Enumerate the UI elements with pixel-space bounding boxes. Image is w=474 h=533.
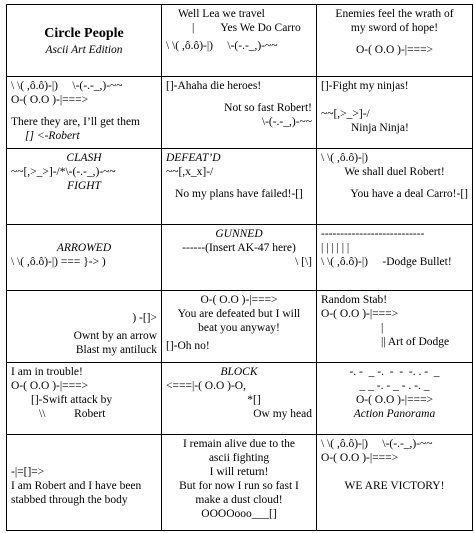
- comic-sheet: [6, 4, 472, 530]
- panel-text: Not so fast Robert!: [224, 102, 312, 114]
- panel-text: ARROWED: [56, 242, 112, 254]
- panel-16: [162, 363, 317, 435]
- ascii-art: O-( O.O )-|===>: [321, 452, 399, 464]
- panel-text: Ow my head: [253, 408, 312, 420]
- grid-row: [7, 5, 473, 77]
- panel-5: [317, 77, 473, 149]
- panel-text: WE ARE VICTORY!: [344, 480, 445, 492]
- panel-text: stabbed through the body: [11, 494, 128, 506]
- panel-text: Blast my antiluck: [75, 344, 157, 356]
- panel-20: [317, 435, 473, 531]
- comic-subtitle: Ascii Art Edition: [45, 44, 123, 56]
- panel-text: DEFEAT’D: [166, 152, 221, 164]
- title-panel: [7, 5, 162, 77]
- panel-7: [162, 149, 317, 225]
- panel-text: GUNNED: [215, 228, 263, 240]
- grid-row: [7, 149, 473, 225]
- panel-9: [7, 225, 162, 291]
- panel-1: [162, 5, 317, 77]
- ascii-art: \ \( ,ô.ô)-|) -Dodge Bullet!: [321, 256, 452, 268]
- panel-text: Ownt by an arrow: [73, 330, 157, 342]
- panel-6: [7, 149, 162, 225]
- panel-text: || Art of Dodge: [381, 336, 450, 348]
- panel-text: my sword of hope!: [350, 22, 439, 34]
- panel-text: make a dust cloud!: [195, 494, 283, 506]
- grid-row: [7, 435, 473, 531]
- ascii-art: O-( O.O )-|===>: [355, 394, 434, 406]
- ascii-art: |: [381, 322, 384, 334]
- panel-17: [317, 363, 473, 435]
- panel-text: [] <-Robert: [25, 130, 80, 142]
- panel-text: CLASH: [66, 152, 102, 164]
- panel-10: [162, 225, 317, 291]
- ascii-art: \ \( ,ô.ô)-|) \-(-.-_,)-~~: [321, 438, 433, 450]
- ascii-art: -|=[]=>: [11, 466, 45, 478]
- panel-text: \\ Robert: [39, 408, 106, 420]
- panel-text: BLOCK: [220, 366, 258, 378]
- panel-12: [7, 291, 162, 363]
- panel-19: [162, 435, 317, 531]
- ascii-art: \ \( ,ô.ô)-|) === }-> ): [11, 256, 106, 268]
- panel-text: There they are, I’ll get them: [11, 116, 140, 128]
- comic-grid: [6, 4, 473, 531]
- panel-text: |: [192, 22, 195, 34]
- panel-8: [317, 149, 473, 225]
- panel-text: ------(Insert AK-47 here): [182, 242, 296, 254]
- ascii-art: \ [\]: [295, 256, 312, 268]
- panel-15: [7, 363, 162, 435]
- panel-11: [317, 225, 473, 291]
- ascii-art: \ \( ,ô.ô)-|): [321, 152, 369, 164]
- panel-text: []-Oh no!: [166, 340, 210, 352]
- panel-3: [7, 77, 162, 149]
- panel-text: I am in trouble!: [11, 366, 83, 378]
- ascii-art: ~~[,>_>]-/*\-(-.-_,)-~~: [11, 166, 116, 178]
- panel-text: FIGHT: [67, 180, 101, 192]
- comic-title: Circle People: [44, 26, 124, 41]
- ascii-art: O-( O.O )-|===>: [321, 308, 399, 320]
- ascii-art: *[]: [247, 394, 261, 406]
- panel-text: I am Robert and I have been: [11, 480, 142, 492]
- panel-14: [317, 291, 473, 363]
- panel-text: I will return!: [209, 466, 269, 478]
- ascii-art: ---------------------------: [321, 228, 425, 240]
- panel-text: ascii fighting: [208, 452, 270, 464]
- grid-row: [7, 225, 473, 291]
- grid-row: [7, 291, 473, 363]
- panel-text: Yes We Do Carro: [220, 22, 301, 34]
- ascii-art: | | | | | |: [321, 242, 350, 254]
- panel-2: [317, 5, 473, 77]
- panel-13: [162, 291, 317, 363]
- ascii-art: ) -[]>: [132, 312, 157, 324]
- ascii-art: O-( O.O )-|===>: [355, 44, 434, 56]
- panel-text: We shall duel Robert!: [344, 166, 445, 178]
- panel-text: No my plans have failed!-[]: [175, 188, 303, 200]
- ascii-art: ~~[,>_>]-/: [321, 108, 370, 120]
- ascii-art: \ \( ,ô.ô)-|) \-(-.-_,)-~~: [166, 40, 278, 52]
- ascii-art: \-(-.-_,)-~~: [261, 116, 312, 128]
- ascii-art: <===|-( O.O )-O,: [166, 380, 246, 392]
- panel-text: beat you anyway!: [198, 322, 280, 334]
- panel-text: Random Stab!: [321, 294, 388, 306]
- ascii-art: _ _ -. - _ - . -. _: [359, 380, 430, 392]
- panel-text: Well Lea we travel: [178, 8, 265, 20]
- grid-row: [7, 363, 473, 435]
- ascii-art: -. - _ -. - - -. . - _: [349, 366, 440, 378]
- panel-text: Action Panorama: [353, 408, 436, 420]
- panel-4: [162, 77, 317, 149]
- panel-text: I remain alive due to the: [182, 438, 296, 450]
- grid-row: [7, 77, 473, 149]
- panel-text: []-Swift attack by: [31, 394, 113, 406]
- ascii-art: O-( O.O )-|===>: [11, 380, 89, 392]
- panel-text: But for now I run so fast I: [179, 480, 299, 492]
- ascii-art: O-( O.O )-|===>: [11, 94, 89, 106]
- ascii-art: \ \( ,ô.ô)-|) \-(-.-_,)-~~: [11, 80, 123, 92]
- panel-text: []-Ahaha die heroes!: [166, 80, 262, 92]
- ascii-art: ~~[,x_x]-/: [166, 166, 214, 178]
- panel-18: [7, 435, 162, 531]
- ascii-art: OOOOooo___[]: [201, 508, 277, 520]
- panel-text: Enemies feel the wrath of: [335, 8, 454, 20]
- ascii-art: O-( O.O )-|===>: [200, 294, 278, 306]
- panel-text: You have a deal Carro!-[]: [350, 188, 468, 200]
- panel-text: Ninja Ninja!: [351, 122, 409, 134]
- panel-text: You are defeated but I will: [177, 308, 301, 320]
- panel-text: []-Fight my ninjas!: [321, 80, 409, 92]
